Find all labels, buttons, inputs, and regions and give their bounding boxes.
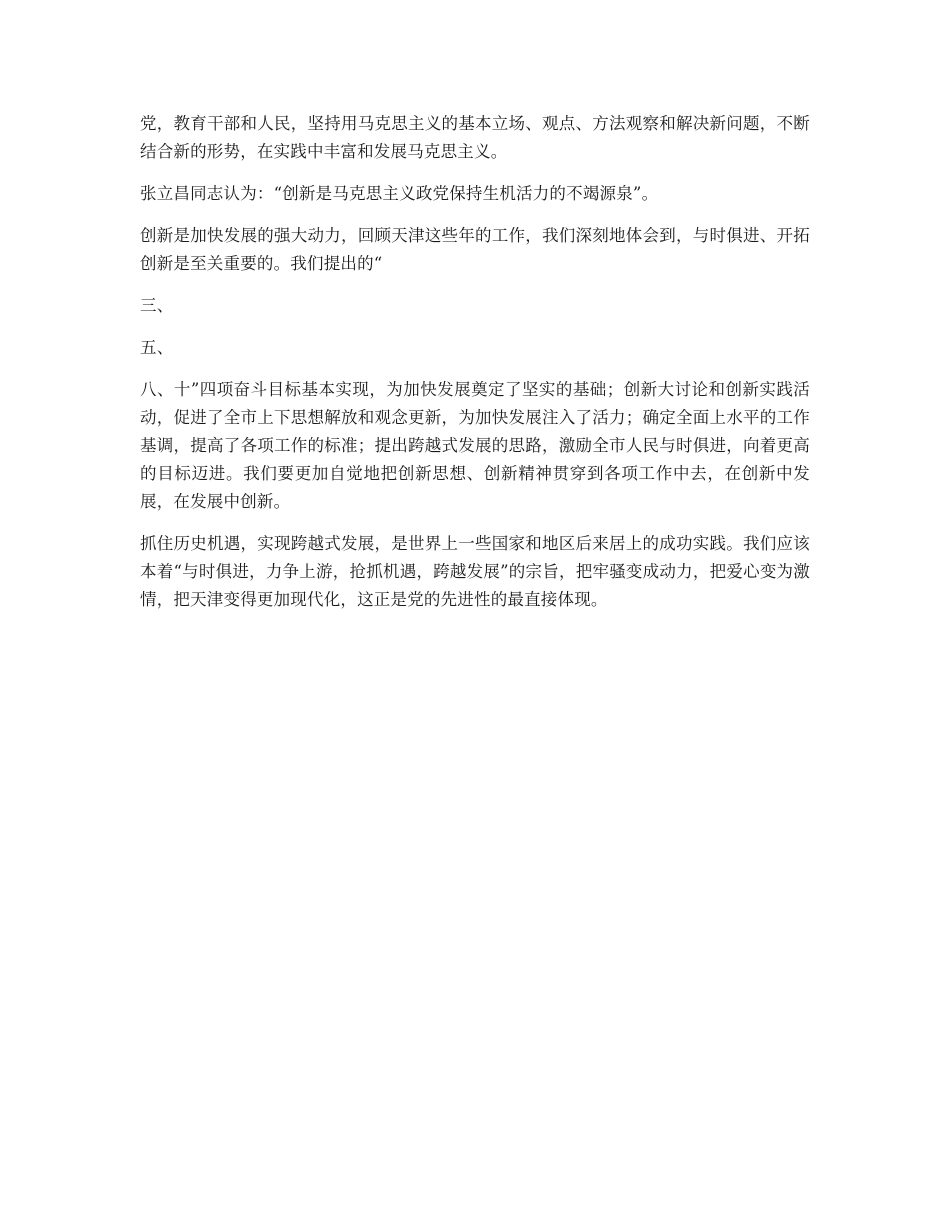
paragraph-3: 创新是加快发展的强大动力，回顾天津这些年的工作，我们深刻地体会到，与时俱进、开拓创新是至关重要的。我们提出的“	[140, 226, 810, 273]
paragraph-2: 张立昌同志认为：“创新是马克思主义政党保持生机活力的不竭源泉”。	[140, 184, 659, 203]
paragraph-6: 八、十”四项奋斗目标基本实现，为加快发展奠定了坚实的基础；创新大讨论和创新实践活动，促进了全市上下思想解放和观念更新，为加快发展注入了活力；确定全面上水平的工作基调，提高了各项工作的标准；提出跨越式发展的思路，激励全市人民与时俱进，向着更高的目标迈进。我们要更加自觉地把创新思想、创新精神贯穿到各项工作中去，在创新中发展，在发展中创新。	[140, 380, 810, 511]
paragraph-1: 党，教育干部和人民，坚持用马克思主义的基本立场、观点、方法观察和解决新问题，不断结合新的形势，在实践中丰富和发展马克思主义。	[140, 114, 810, 161]
document-body	[140, 110, 810, 628]
paragraph-5: 五、	[140, 338, 174, 357]
paragraph-4: 三、	[140, 296, 174, 315]
paragraph-7: 抓住历史机遇，实现跨越式发展，是世界上一些国家和地区后来居上的成功实践。我们应该本着“与时俱进，力争上游，抢抓机遇，跨越发展”的宗旨，把牢骚变成动力，把爱心变为激情，把天津变得更加现代化，这正是党的先进性的最直接体现。	[140, 534, 810, 609]
